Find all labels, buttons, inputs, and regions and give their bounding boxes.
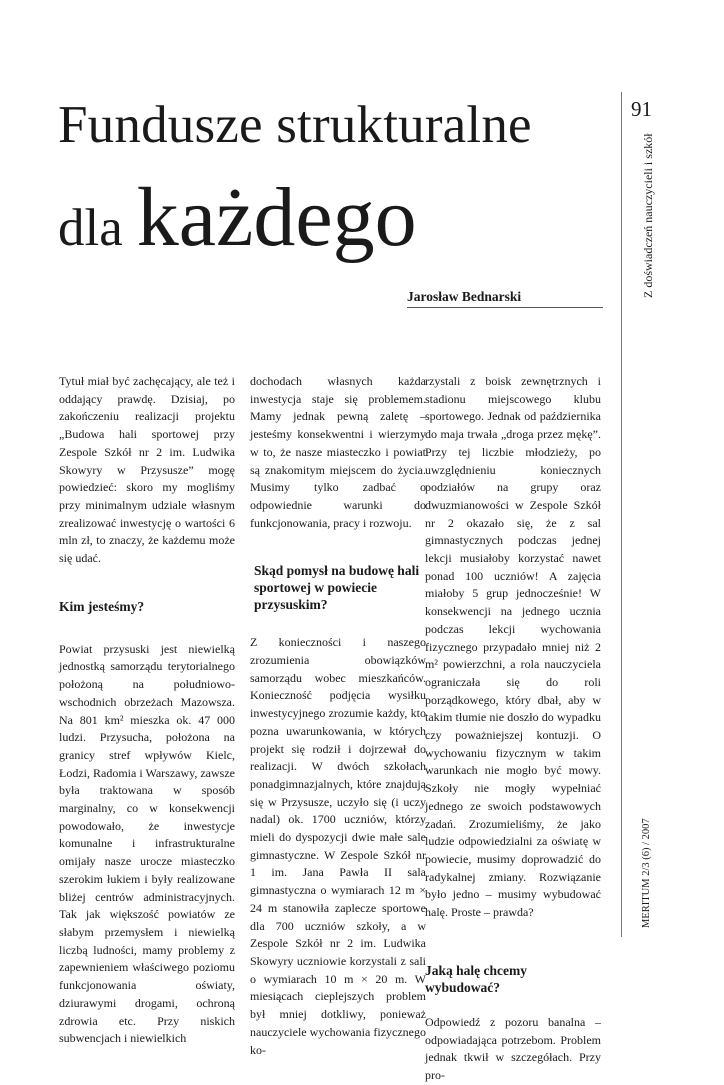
article-title-line-1: Fundusze strukturalne [58,96,532,154]
title-word-dla: dla [58,199,123,257]
page-number: 91 [631,97,652,121]
text-column-2 [250,373,426,1059]
intro-paragraph: Tytuł miał być zachęcający, ale też i oddający prawdę. Dzisiaj, po zakończeniu realizacji projektu „Budowa hali sportowej przy Zespole Szkół nr 2 im. Ludwika Skowyry w Przysusze” mogę powiedzieć: skoro my mogliśmy przy minimalnym udziale własnym zrealizować inwestycję o wartości 6 mln zł, to znaczy, że każdemu może się udać. [59,374,235,566]
issue-info: MERITUM 2/3 (6) / 2007 [641,818,652,928]
body-paragraph: rzystali z boisk zewnętrznych i stadionu miejscowego klubu sportowego. Jednak od października do maja trwała „droga przez mękę”. Przy tej liczbie młodzieży, po uwzględnieniu koniecznych podziałów na grupy oraz dwuzmianowości w Zespole Szkół nr 2 okazało się, że z sal gimnastycznych podczas jednej lekcji musiałoby korzystać nawet ponad 100 uczniów! A zajęcia miałoby 5 grup jednocześnie! W konsekwencji na jednego ucznia podczas lekcji wychowania fizycznego przypadało mniej niż 2 m² powierzchni, a rola nauczyciela ograniczała się do roli porządkowego, który dbał, aby w takim tłumie nie doszło do wypadku czy poważniejszej kontuzji. O wychowaniu fizycznym w takim warunkach nie mogło być mowy. Szkoły nie mogły wypełniać jednego ze swoich podstawowych zadań. Zrozumieliśmy, że jako ludzie odpowiedzialni za oświatę w powiecie, musimy doprowadzić do radykalnej zmiany. Rozwiązanie było jedno – musimy wybudować halę. Proste – prawda? [425,374,601,920]
text-column-3 [425,373,601,1085]
text-column-1 [59,373,235,1048]
sidebar-divider [621,92,622,937]
body-paragraph: Z konieczności i naszego zrozumienia obowiązków samorządu wobec mieszkańców. Konieczność podjęcia wysiłku inwestycyjnego zrozumie każdy, kto pozna uwarunkowania, w których projekt się rodził i dojrzewał do realizacji. W dwóch szkołach ponadgimnazjalnych, które znajdują się w Przysusze, uczyło się (i uczy nadal) ok. 1700 uczniów, którzy mieli do dyspozycji dwie małe sale gimnastyczne. W Zespole Szkół nr 1 im. Jana Pawła II sala gimnastyczna o wymiarach 12 m × 24 m stanowiła zaplecze sportowe dla 700 uczniów szkoły, a w Zespole Szkół nr 2 im. Ludwika Skowyry uczniowie korzystali z sali o wymiarach 10 m × 20 m. W miesiącach cieplejszych problem był mniej dotkliwy, ponieważ nauczyciele wychowania fizycznego ko- [250,635,426,1057]
section-heading-kim-jestesmy: Kim jesteśmy? [59,598,145,614]
body-paragraph: dochodach własnych każda inwestycja staje się problemem. Mamy jednak pewną zaletę – jesteśmy konsekwentni i wierzymy w to, że nasze miasteczko i powiat są znakomitym miejscem do życia. Musimy tylko zadbać o odpowiednie warunki do funkcjonowania, pracy i rozwoju. [250,374,426,530]
section-heading-jaka-hale: Jaką halę chcemy wybudować? [425,962,527,995]
article-title-line-2 [58,171,417,283]
section-heading-skad-pomysl: Skąd pomysł na budowę hali sportowej w powiecie przysuskim? [254,563,420,613]
section-running-head: Z doświadczeń nauczycieli i szkół [641,133,655,298]
body-paragraph: Odpowiedź z pozoru banalna – odpowiadająca potrzebom. Problem jednak tkwił w szczegółach. Przy pro- [425,1014,601,1082]
body-paragraph: Powiat przysuski jest niewielką jednostką samorządu terytorialnego położoną na południowo-wschodnich obrzeżach Mazowsza. Na 801 km² mieszka ok. 47 000 ludzi. Przysucha, położona na granicy stref wpływów Kielc, Łodzi, Radomia i Warszawy, zawsze była traktowana w sposób marginalny, co w konsekwencji powodowało, że inwestycje komunalne i infrastrukturalne omijały nasze urocze miasteczko szerokim łukiem i były realizowane bliżej centrów administracyjnych. Tak jak większość powiatów ze słabym przemysłem i niewielką liczbą ludności, mamy problemy z zapewnieniem właściwego poziomu funkcjonowania oświaty, dziurawymi drogami, ochroną zdrowia etc. Przy niskich subwencjach i niewielkich [59,641,235,1046]
author-byline: Jarosław Bednarski [407,288,603,308]
title-word-kazdego: każdego [136,171,417,264]
